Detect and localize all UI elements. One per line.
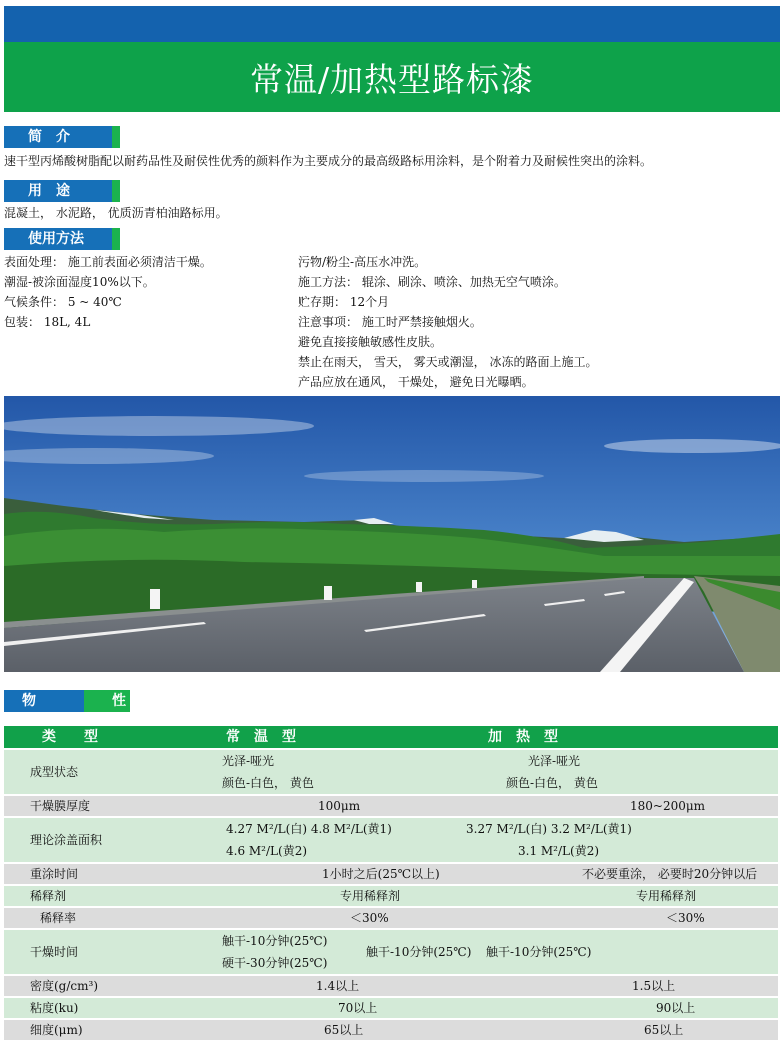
section-header-method bbox=[4, 228, 120, 250]
section-header-intro bbox=[4, 126, 120, 148]
table-row: 理论涂盖面积 4.27 M²/L(白) 4.8 M²/L(黄1) 4.6 M²/L(黄2) 3.27 M²/L(白) 3.2 M²/L(黄1) 3.1 M²/L(黄2) bbox=[4, 818, 778, 862]
table-row: 细度(μm) 65以上 65以上 bbox=[4, 1020, 778, 1040]
table-row: 密度(g/cm³) 1.4以上 1.5以上 bbox=[4, 976, 778, 996]
method-line: 污物/粉尘-高压水冲洗。 bbox=[298, 255, 427, 269]
properties-title-b: 性 bbox=[84, 690, 130, 712]
method-left-column bbox=[4, 252, 212, 332]
table-row: 干燥时间 触干-10分钟(25℃) 硬干-30分钟(25℃) 触干-10分钟(25℃) 触干-10分钟(25℃) bbox=[4, 930, 778, 974]
col-heated: 加 热 型 bbox=[488, 729, 558, 745]
method-line: 气候条件： 5 ~ 40℃ bbox=[4, 295, 122, 309]
section-title-intro: 简 介 bbox=[4, 126, 112, 148]
section-title-method: 使用方法 bbox=[4, 228, 112, 250]
col-type: 类 型 bbox=[42, 729, 98, 745]
table-row: 成型状态 光泽-哑光 颜色-白色， 黄色 光泽-哑光 颜色-白色， 黄色 bbox=[4, 750, 778, 794]
top-blue-bar bbox=[4, 6, 780, 42]
intro-text: 速干型丙烯酸树脂配以耐药品性及耐侯性优秀的颜料作为主要成分的最高级路标用涂料，是个附着力及耐候性突出的涂料。 bbox=[4, 154, 653, 168]
method-line: 禁止在雨天， 雪天， 雾天或潮湿， 冰冻的路面上施工。 bbox=[298, 355, 598, 369]
col-normal: 常 温 型 bbox=[226, 729, 296, 745]
method-line: 贮存期： 12个月 bbox=[298, 295, 390, 309]
table-row: 稀释率 ＜30% ＜30% bbox=[4, 908, 778, 928]
method-line: 包装： 18L, 4L bbox=[4, 315, 91, 329]
method-line: 产品应放在通风， 干燥处， 避免日光曝晒。 bbox=[298, 375, 534, 389]
properties-table-header bbox=[4, 726, 778, 748]
section-title-usage: 用 途 bbox=[4, 180, 112, 202]
method-line: 施工方法： 辊涂、刷涂、喷涂、加热无空气喷涂。 bbox=[298, 275, 566, 289]
section-header-properties bbox=[4, 690, 130, 712]
section-header-usage bbox=[4, 180, 120, 202]
table-row: 稀释剂 专用稀释剂 专用稀释剂 bbox=[4, 886, 778, 906]
properties-title-a: 物 bbox=[4, 690, 84, 712]
table-row: 粘度(ku) 70以上 90以上 bbox=[4, 998, 778, 1018]
table-row: 干燥膜厚度 100μm 180~200μm bbox=[4, 796, 778, 816]
road-landscape-image bbox=[4, 396, 780, 672]
page-title: 常温/加热型路标漆 bbox=[249, 59, 535, 99]
table-row: 重涂时间 1小时之后(25℃以上) 不必要重涂， 必要时20分钟以后 bbox=[4, 864, 778, 884]
method-line: 避免直接接触敏感性皮肤。 bbox=[298, 335, 443, 349]
method-line: 注意事项： 施工时严禁接触烟火。 bbox=[298, 315, 482, 329]
usage-text: 混凝土， 水泥路， 优质沥青柏油路标用。 bbox=[4, 206, 228, 220]
title-banner bbox=[4, 42, 780, 112]
method-right-column bbox=[298, 252, 597, 392]
method-line: 表面处理： 施工前表面必须清洁干燥。 bbox=[4, 255, 212, 269]
method-line: 潮湿-被涂面湿度10%以下。 bbox=[4, 275, 155, 289]
road-photo bbox=[4, 396, 780, 672]
